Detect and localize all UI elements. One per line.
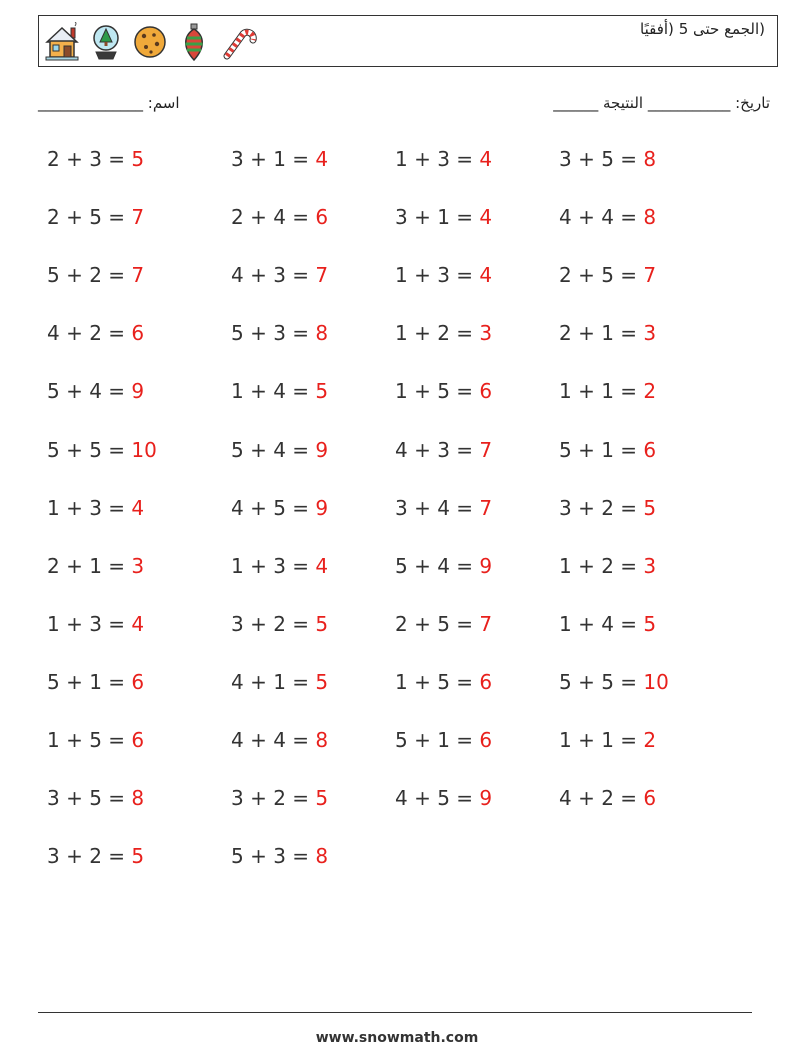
problem-question: 4 + 1 = <box>231 669 316 694</box>
problem-answer: 5 <box>643 495 657 520</box>
problem-answer: 5 <box>131 147 145 171</box>
problem-question: 3 + 4 = <box>395 495 480 520</box>
problem-question: 4 + 5 = <box>231 495 316 520</box>
problem-item <box>231 670 328 694</box>
house-icon <box>43 22 81 62</box>
problem-item <box>47 379 144 403</box>
problem-item <box>47 728 144 752</box>
page-title: (الجمع حتى 5 (أفقيًا <box>640 20 765 38</box>
problem-item <box>47 612 144 636</box>
problem-question: 3 + 2 = <box>231 786 316 811</box>
problem-item <box>559 554 656 578</box>
problem-question: 3 + 2 = <box>231 611 316 636</box>
problem-item <box>231 496 328 520</box>
problem-answer: 7 <box>479 437 493 462</box>
problem-question: 2 + 1 = <box>47 553 132 578</box>
problem-answer: 3 <box>479 321 493 346</box>
problem-answer: 6 <box>131 321 145 346</box>
problem-answer: 8 <box>315 321 329 346</box>
problem-item <box>559 205 656 229</box>
problem-question: 1 + 3 = <box>395 263 480 288</box>
footer-divider <box>38 1012 752 1013</box>
problem-answer: 8 <box>315 728 329 752</box>
problem-question: 5 + 5 = <box>47 437 132 462</box>
problem-item <box>559 612 656 636</box>
problem-item <box>559 728 656 752</box>
problem-question: 5 + 1 = <box>559 437 644 462</box>
problem-answer: 8 <box>131 786 145 811</box>
problem-item <box>47 263 144 287</box>
problem-answer: 4 <box>131 611 145 636</box>
problem-answer: 6 <box>315 205 329 230</box>
header-icons <box>43 22 257 62</box>
problem-question: 4 + 5 = <box>395 786 480 811</box>
problem-answer: 9 <box>479 786 493 811</box>
problem-question: 5 + 2 = <box>47 263 132 288</box>
problem-item <box>559 379 656 403</box>
problem-answer: 6 <box>131 728 145 752</box>
problem-question: 1 + 5 = <box>395 669 480 694</box>
problem-item <box>395 147 492 171</box>
problem-item <box>559 321 656 345</box>
problem-item <box>559 438 656 462</box>
problem-question: 3 + 1 = <box>231 147 316 171</box>
problem-question: 1 + 3 = <box>47 495 132 520</box>
problem-answer: 4 <box>479 263 493 288</box>
problem-item <box>231 147 328 171</box>
problem-question: 5 + 4 = <box>47 379 132 404</box>
problem-answer: 5 <box>315 669 329 694</box>
problem-item <box>395 205 492 229</box>
problem-answer: 9 <box>315 495 329 520</box>
problem-question: 3 + 1 = <box>395 205 480 230</box>
problem-answer: 4 <box>131 495 145 520</box>
problem-answer: 3 <box>643 321 657 346</box>
problem-item <box>231 728 328 752</box>
problem-item <box>47 844 144 868</box>
problem-answer: 10 <box>131 437 157 462</box>
problem-question: 3 + 2 = <box>47 844 132 869</box>
problem-answer: 5 <box>315 611 329 636</box>
footer-url: www.snowmath.com <box>315 1030 479 1046</box>
problem-answer: 8 <box>643 147 657 171</box>
problem-answer: 4 <box>315 553 329 578</box>
problem-answer: 7 <box>479 495 493 520</box>
problem-item <box>395 670 492 694</box>
problem-question: 2 + 5 = <box>395 611 480 636</box>
problem-item <box>47 147 144 171</box>
problem-question: 1 + 1 = <box>559 728 644 752</box>
date-score-field: تاريخ: ___________ النتيجة ______ <box>553 94 770 112</box>
problem-answer: 3 <box>643 553 657 578</box>
problem-question: 5 + 5 = <box>559 669 644 694</box>
problem-item <box>395 728 492 752</box>
problem-answer: 4 <box>315 147 329 171</box>
problem-item <box>395 786 492 810</box>
problem-question: 5 + 4 = <box>395 553 480 578</box>
header-box <box>38 15 778 67</box>
problem-question: 2 + 5 = <box>47 205 132 230</box>
problem-item <box>47 670 144 694</box>
problem-item <box>231 263 328 287</box>
problem-answer: 7 <box>315 263 329 288</box>
problem-answer: 5 <box>315 379 329 404</box>
problem-answer: 7 <box>131 263 145 288</box>
problem-item <box>559 786 656 810</box>
problem-question: 1 + 3 = <box>231 553 316 578</box>
problem-answer: 8 <box>315 844 329 869</box>
problem-answer: 7 <box>643 263 657 288</box>
problem-item <box>559 147 656 171</box>
problem-question: 5 + 3 = <box>231 844 316 869</box>
problem-answer: 6 <box>643 437 657 462</box>
problem-question: 4 + 4 = <box>559 205 644 230</box>
problem-question: 4 + 2 = <box>47 321 132 346</box>
problem-question: 2 + 4 = <box>231 205 316 230</box>
problem-item <box>559 670 669 694</box>
ornament-icon <box>175 22 213 62</box>
problem-answer: 5 <box>315 786 329 811</box>
problem-answer: 4 <box>479 205 493 230</box>
problem-answer: 4 <box>479 147 493 171</box>
cookie-icon <box>131 22 169 62</box>
problem-question: 5 + 4 = <box>231 437 316 462</box>
problem-answer: 9 <box>315 437 329 462</box>
problem-question: 1 + 4 = <box>231 379 316 404</box>
problem-question: 3 + 5 = <box>559 147 644 171</box>
problem-answer: 3 <box>131 553 145 578</box>
problem-item <box>47 496 144 520</box>
problem-item <box>231 612 328 636</box>
problem-answer: 7 <box>479 611 493 636</box>
problem-answer: 8 <box>643 205 657 230</box>
problem-question: 4 + 2 = <box>559 786 644 811</box>
problem-item <box>47 554 144 578</box>
problem-answer: 6 <box>479 728 493 752</box>
problem-answer: 9 <box>479 553 493 578</box>
problem-question: 4 + 3 = <box>395 437 480 462</box>
problem-question: 1 + 2 = <box>559 553 644 578</box>
problem-answer: 9 <box>131 379 145 404</box>
problem-item <box>395 496 492 520</box>
name-field: اسم: ______________ <box>38 94 180 112</box>
problem-item <box>559 496 656 520</box>
problem-answer: 10 <box>643 669 669 694</box>
problem-item <box>231 205 328 229</box>
problem-answer: 6 <box>479 379 493 404</box>
problem-item <box>395 438 492 462</box>
problem-answer: 6 <box>131 669 145 694</box>
problem-item <box>231 379 328 403</box>
problem-question: 1 + 4 = <box>559 611 644 636</box>
problem-answer: 6 <box>643 786 657 811</box>
problem-question: 1 + 5 = <box>395 379 480 404</box>
problem-item <box>395 321 492 345</box>
problem-item <box>559 263 656 287</box>
problem-question: 1 + 2 = <box>395 321 480 346</box>
problem-answer: 7 <box>131 205 145 230</box>
problem-item <box>231 321 328 345</box>
problem-question: 1 + 1 = <box>559 379 644 404</box>
problem-item <box>395 379 492 403</box>
candy-cane-icon <box>219 22 257 62</box>
problem-question: 4 + 3 = <box>231 263 316 288</box>
problem-question: 5 + 1 = <box>395 728 480 752</box>
problem-question: 4 + 4 = <box>231 728 316 752</box>
problem-question: 1 + 3 = <box>47 611 132 636</box>
snow-globe-icon <box>87 22 125 62</box>
problem-item <box>231 554 328 578</box>
problem-answer: 5 <box>131 844 145 869</box>
problem-question: 5 + 1 = <box>47 669 132 694</box>
problem-item <box>231 844 328 868</box>
problem-answer: 2 <box>643 379 657 404</box>
problem-question: 1 + 5 = <box>47 728 132 752</box>
problem-item <box>395 612 492 636</box>
problem-answer: 5 <box>643 611 657 636</box>
problem-question: 2 + 5 = <box>559 263 644 288</box>
problem-question: 3 + 2 = <box>559 495 644 520</box>
problem-question: 1 + 3 = <box>395 147 480 171</box>
problem-answer: 6 <box>479 669 493 694</box>
problem-item <box>231 438 328 462</box>
problem-item <box>231 786 328 810</box>
problem-item <box>47 321 144 345</box>
problem-item <box>395 554 492 578</box>
problem-question: 2 + 1 = <box>559 321 644 346</box>
problem-item <box>395 263 492 287</box>
problem-question: 3 + 5 = <box>47 786 132 811</box>
problem-question: 2 + 3 = <box>47 147 132 171</box>
problem-answer: 2 <box>643 728 657 752</box>
problem-item <box>47 438 157 462</box>
problem-question: 5 + 3 = <box>231 321 316 346</box>
problem-item <box>47 205 144 229</box>
problem-item <box>47 786 144 810</box>
